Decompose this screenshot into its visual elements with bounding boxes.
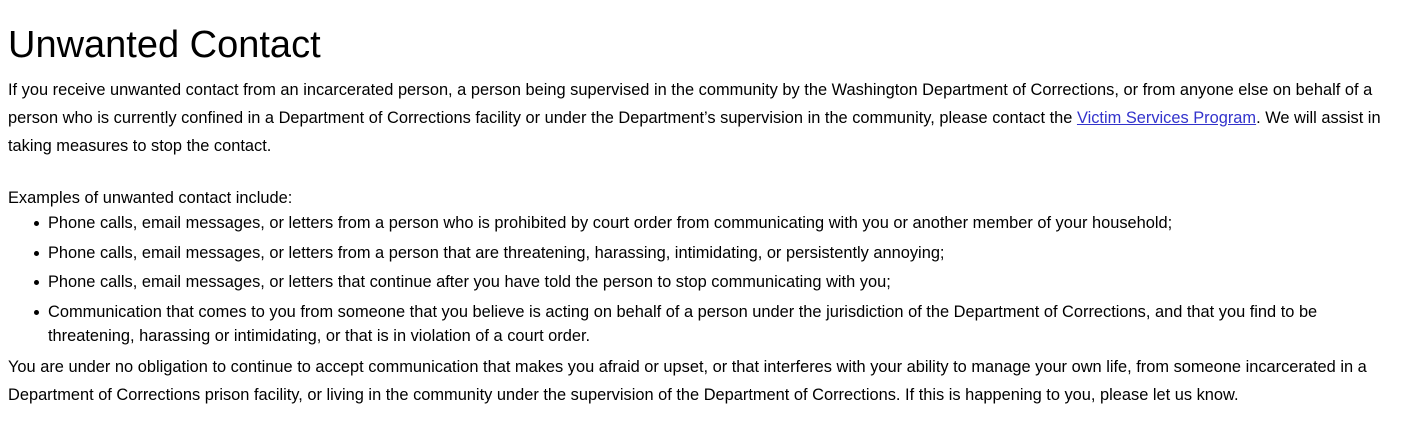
closing-paragraph: You are under no obligation to continue to accept communication that makes you afraid or upset, or that interferes with your ability to manage your own life, from someone incarcerated in a Department of Corrections prison facility, or living in the community under the supervision of the Department of Corrections. If this is happening to you, please let us know. — [8, 358, 1367, 404]
list-item: Phone calls, email messages, or letters from a person who is prohibited by court order from communicating with you or another member of your household; — [48, 211, 1402, 235]
list-item: Communication that comes to you from someone that you believe is acting on behalf of a person under the jurisdiction of the Department of Corrections, and that you find to be threatening, harassing or intimidating, or that is in violation of a court order. — [48, 300, 1402, 348]
examples-list — [8, 211, 1402, 348]
intro-text-after-link: . We will assist in taking measures to stop the contact. — [8, 109, 1381, 155]
list-item: Phone calls, email messages, or letters that continue after you have told the person to stop communicating with you; — [48, 270, 1402, 294]
intro-paragraph — [8, 76, 1402, 160]
examples-label: Examples of unwanted contact include: — [8, 189, 293, 207]
victim-services-program-link[interactable]: Victim Services Program — [1076, 109, 1257, 127]
intro-text-before-link: If you receive unwanted contact from an incarcerated person, a person being supervised in the community by the Washington Department of Corrections, or from anyone else on behalf of a person who is currently confined in a Department of Corrections facility or under the Department’s supervision in the community, please contact the — [8, 81, 1373, 127]
list-item: Phone calls, email messages, or letters from a person that are threatening, harassing, intimidating, or persistently annoying; — [48, 241, 1402, 265]
page-title: Unwanted Contact — [8, 24, 321, 66]
